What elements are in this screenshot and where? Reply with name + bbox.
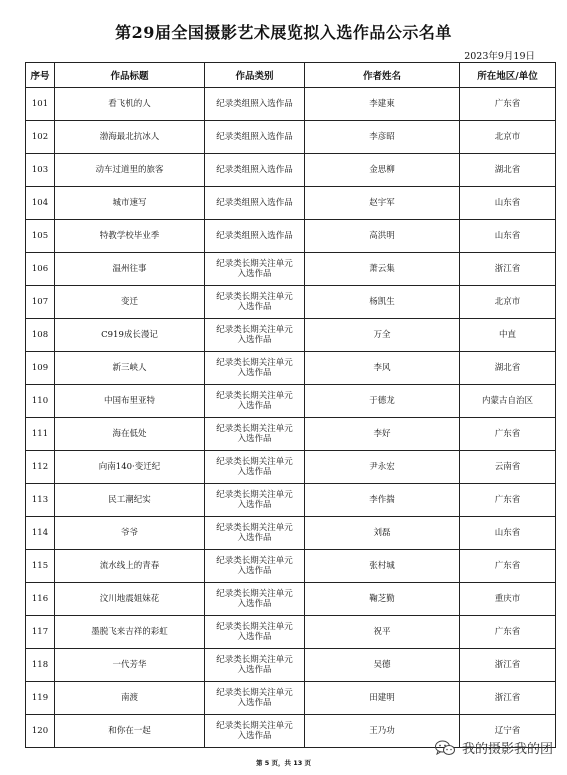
table-row <box>26 121 556 154</box>
cell-region: 广东省 <box>460 616 556 649</box>
cell-no: 113 <box>26 484 55 517</box>
cell-region: 浙江省 <box>460 649 556 682</box>
cell-no: 109 <box>26 352 55 385</box>
table-row <box>26 352 556 385</box>
nominee-table <box>25 62 556 748</box>
watermark <box>434 738 553 757</box>
cell-category: 纪录类长期关注单元 入选作品 <box>205 451 305 484</box>
cell-region: 广东省 <box>460 418 556 451</box>
cell-region: 湖北省 <box>460 352 556 385</box>
cell-no: 116 <box>26 583 55 616</box>
cell-author: 张村城 <box>305 550 460 583</box>
cell-no: 118 <box>26 649 55 682</box>
cell-region: 湖北省 <box>460 154 556 187</box>
cell-author: 李风 <box>305 352 460 385</box>
publish-date: 2023年9月19日 <box>464 51 535 62</box>
cell-title: 民工潮纪实 <box>55 484 205 517</box>
cell-category: 纪录类组照入选作品 <box>205 154 305 187</box>
cell-region: 辽宁省 <box>460 715 556 748</box>
cell-title: C919成长漫记 <box>55 319 205 352</box>
cell-region: 中直 <box>460 319 556 352</box>
header-category: 作品类别 <box>205 63 305 88</box>
cell-title: 城市速写 <box>55 187 205 220</box>
cell-title: 汶川地震姐妹花 <box>55 583 205 616</box>
cell-title: 变迁 <box>55 286 205 319</box>
cell-author: 田建明 <box>305 682 460 715</box>
cell-title: 向南140·变迁纪 <box>55 451 205 484</box>
cell-author: 金思柳 <box>305 154 460 187</box>
cell-region: 北京市 <box>460 121 556 154</box>
cell-no: 108 <box>26 319 55 352</box>
cell-title: 特教学校毕业季 <box>55 220 205 253</box>
table-row <box>26 682 556 715</box>
cell-no: 105 <box>26 220 55 253</box>
cell-title: 新三峡人 <box>55 352 205 385</box>
cell-region: 广东省 <box>460 484 556 517</box>
cell-category: 纪录类组照入选作品 <box>205 187 305 220</box>
cell-title: 海在低处 <box>55 418 205 451</box>
cell-category: 纪录类长期关注单元 入选作品 <box>205 253 305 286</box>
cell-region: 北京市 <box>460 286 556 319</box>
cell-category: 纪录类组照入选作品 <box>205 220 305 253</box>
cell-title: 流水线上的青春 <box>55 550 205 583</box>
cell-title: 动车过道里的旅客 <box>55 154 205 187</box>
cell-no: 103 <box>26 154 55 187</box>
cell-no: 101 <box>26 88 55 121</box>
cell-no: 110 <box>26 385 55 418</box>
cell-category: 纪录类组照入选作品 <box>205 121 305 154</box>
cell-category: 纪录类长期关注单元 入选作品 <box>205 682 305 715</box>
cell-no: 107 <box>26 286 55 319</box>
cell-region: 内蒙古自治区 <box>460 385 556 418</box>
cell-title: 中国布里亚特 <box>55 385 205 418</box>
cell-no: 104 <box>26 187 55 220</box>
wechat-icon <box>434 740 456 756</box>
cell-title: 南渡 <box>55 682 205 715</box>
table-row <box>26 451 556 484</box>
cell-region: 山东省 <box>460 220 556 253</box>
cell-author: 杨凯生 <box>305 286 460 319</box>
cell-author: 尹永宏 <box>305 451 460 484</box>
cell-author: 高洪明 <box>305 220 460 253</box>
cell-category: 纪录类长期关注单元 入选作品 <box>205 385 305 418</box>
cell-region: 云南省 <box>460 451 556 484</box>
cell-no: 117 <box>26 616 55 649</box>
header-region: 所在地区/单位 <box>460 63 556 88</box>
cell-title: 一代芳华 <box>55 649 205 682</box>
cell-region: 广东省 <box>460 550 556 583</box>
cell-title: 墨脱飞来吉祥的彩虹 <box>55 616 205 649</box>
cell-author: 赵宇军 <box>305 187 460 220</box>
cell-author: 鞠芝勤 <box>305 583 460 616</box>
cell-title: 爷爷 <box>55 517 205 550</box>
table-row <box>26 253 556 286</box>
cell-region: 浙江省 <box>460 253 556 286</box>
cell-no: 114 <box>26 517 55 550</box>
cell-no: 106 <box>26 253 55 286</box>
page-title: 第29届全国摄影艺术展览拟入选作品公示名单 <box>115 23 452 42</box>
cell-author: 李彦昭 <box>305 121 460 154</box>
cell-region: 山东省 <box>460 187 556 220</box>
table-row <box>26 319 556 352</box>
cell-region: 广东省 <box>460 88 556 121</box>
cell-author: 吴德 <box>305 649 460 682</box>
header-no: 序号 <box>26 63 55 88</box>
table-row <box>26 286 556 319</box>
cell-category: 纪录类长期关注单元 入选作品 <box>205 352 305 385</box>
table-row <box>26 88 556 121</box>
cell-category: 纪录类长期关注单元 入选作品 <box>205 649 305 682</box>
cell-category: 纪录类长期关注单元 入选作品 <box>205 517 305 550</box>
cell-category: 纪录类长期关注单元 入选作品 <box>205 616 305 649</box>
cell-category: 纪录类长期关注单元 入选作品 <box>205 484 305 517</box>
page-footer: 第 5 页，共 13 页 <box>255 759 312 767</box>
cell-title: 和你在一起 <box>55 715 205 748</box>
cell-no: 115 <box>26 550 55 583</box>
cell-title: 温州往事 <box>55 253 205 286</box>
table-body <box>26 88 556 748</box>
cell-author: 于德龙 <box>305 385 460 418</box>
table-row <box>26 649 556 682</box>
cell-region: 重庆市 <box>460 583 556 616</box>
cell-region: 山东省 <box>460 517 556 550</box>
cell-region: 浙江省 <box>460 682 556 715</box>
cell-title: 看飞机的人 <box>55 88 205 121</box>
cell-category: 纪录类长期关注单元 入选作品 <box>205 286 305 319</box>
cell-no: 120 <box>26 715 55 748</box>
cell-title: 渤海最北抗冰人 <box>55 121 205 154</box>
cell-author: 李好 <box>305 418 460 451</box>
table-row <box>26 517 556 550</box>
cell-category: 纪录类组照入选作品 <box>205 88 305 121</box>
cell-category: 纪录类长期关注单元 入选作品 <box>205 583 305 616</box>
cell-no: 112 <box>26 451 55 484</box>
header-author: 作者姓名 <box>305 63 460 88</box>
table-header-row <box>26 63 556 88</box>
cell-category: 纪录类长期关注单元 入选作品 <box>205 715 305 748</box>
table-row <box>26 484 556 517</box>
cell-author: 刘磊 <box>305 517 460 550</box>
table-row <box>26 154 556 187</box>
cell-author: 王乃功 <box>305 715 460 748</box>
watermark-text: 我的摄影我的团 <box>461 742 553 757</box>
cell-author: 李作揣 <box>305 484 460 517</box>
cell-category: 纪录类长期关注单元 入选作品 <box>205 319 305 352</box>
cell-author: 万全 <box>305 319 460 352</box>
header-title: 作品标题 <box>55 63 205 88</box>
table-row <box>26 220 556 253</box>
table-row <box>26 385 556 418</box>
cell-author: 萧云集 <box>305 253 460 286</box>
table-row <box>26 550 556 583</box>
table-row <box>26 187 556 220</box>
cell-category: 纪录类长期关注单元 入选作品 <box>205 550 305 583</box>
table-row <box>26 583 556 616</box>
cell-no: 111 <box>26 418 55 451</box>
cell-author: 祝平 <box>305 616 460 649</box>
cell-category: 纪录类长期关注单元 入选作品 <box>205 418 305 451</box>
cell-no: 119 <box>26 682 55 715</box>
cell-author: 李建東 <box>305 88 460 121</box>
table-row <box>26 616 556 649</box>
table-row <box>26 418 556 451</box>
cell-no: 102 <box>26 121 55 154</box>
